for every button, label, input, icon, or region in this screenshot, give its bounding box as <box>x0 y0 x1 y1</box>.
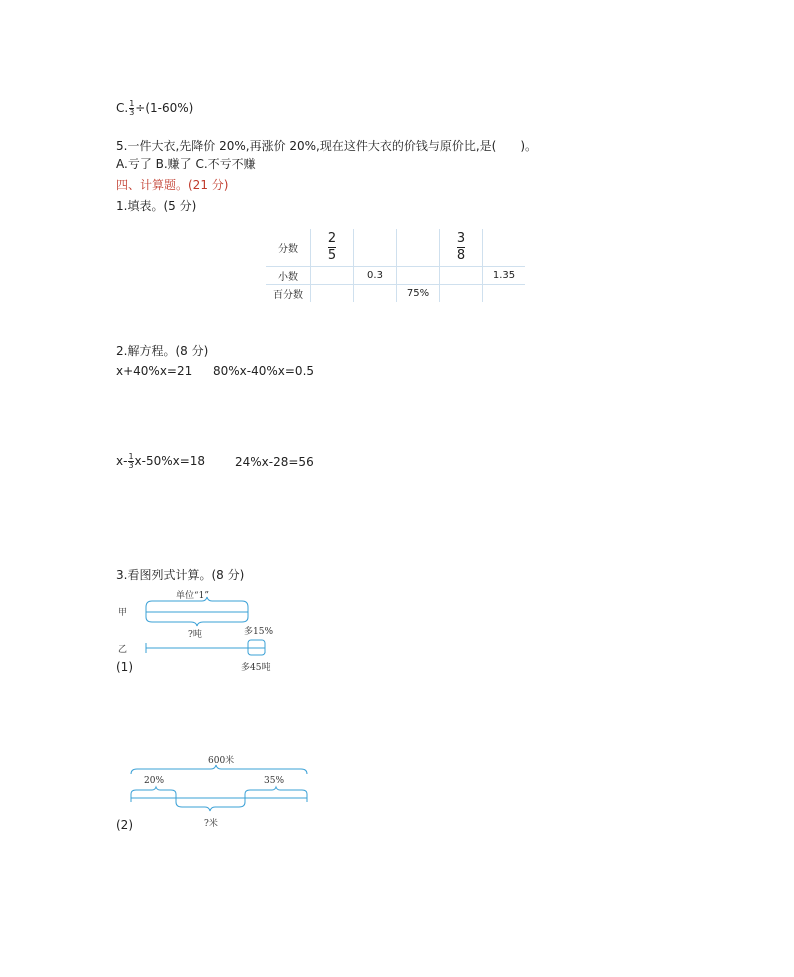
diagram-1-more-tons: 多45吨 <box>241 663 271 673</box>
segment-line <box>131 794 307 802</box>
question-5-options: A.亏了 B.赚了 C.不亏不赚 <box>116 157 256 171</box>
diagram-2-right-percent: 35% <box>264 776 285 786</box>
brace-right <box>245 787 307 794</box>
diagram-1 <box>116 585 286 675</box>
equation-2: 80%x-40%x=0.5 <box>213 364 315 378</box>
segment-a <box>146 607 248 617</box>
diagram-1-more-percent: 多15% <box>244 627 274 637</box>
q1-title: 1.填表。(5 分) <box>116 199 197 213</box>
option-c-line <box>116 100 193 117</box>
diagram-1-row-a: 甲 <box>118 608 128 618</box>
part-1-label: (1) <box>116 660 133 674</box>
row-label-percent: 百分数 <box>266 285 311 303</box>
q3-title: 3.看图列式计算。(8 分) <box>116 568 245 582</box>
fraction-cell <box>354 229 397 267</box>
diagram-2-left-percent: 20% <box>144 776 165 786</box>
segment-b <box>146 643 265 653</box>
percent-cell: 75% <box>397 285 440 303</box>
decimal-cell: 1.35 <box>483 267 526 285</box>
percent-cell <box>354 285 397 303</box>
percent-cell <box>440 285 483 303</box>
brace-middle <box>176 802 245 811</box>
fraction-cell: $\frac{2}{5}$ <box>311 229 354 267</box>
diagram-1-unit-label: 单位“1” <box>176 591 209 601</box>
equation-3-fraction: $\frac{1}{3}$ <box>128 452 134 470</box>
option-c-expression: ÷(1-60%) <box>135 101 194 115</box>
fraction-cell <box>483 229 526 267</box>
row-label-decimal: 小数 <box>266 267 311 285</box>
brace-left <box>131 787 176 794</box>
equation-1: x+40%x=21 <box>116 364 193 378</box>
brace-total <box>131 765 307 774</box>
diagram-2 <box>116 750 316 830</box>
row-label-fraction: 分数 <box>266 229 311 267</box>
fraction-row <box>266 229 525 267</box>
q2-title: 2.解方程。(8 分) <box>116 344 209 358</box>
fraction-cell <box>397 229 440 267</box>
fraction-cell: $\frac{3}{8}$ <box>440 229 483 267</box>
equation-4: 24%x-28=56 <box>235 455 314 469</box>
diagram-2-total: 600米 <box>208 756 235 766</box>
equation-3: x- $\frac{1}{3}$ x-50%x=18 <box>116 452 206 470</box>
decimal-cell <box>311 267 354 285</box>
part-2-label: (2) <box>116 818 133 832</box>
decimal-cell: 0.3 <box>354 267 397 285</box>
fill-table <box>266 229 525 302</box>
percent-row <box>266 285 525 303</box>
percent-cell <box>483 285 526 303</box>
diagram-1-unknown: ?吨 <box>188 630 202 640</box>
question-5-text: 5.一件大衣,先降价 20%,再涨价 20%,现在这件大衣的价钱与原价比,是( )。 <box>116 139 538 153</box>
option-c-fraction: $\frac{1}{3}$ <box>129 99 135 117</box>
percent-cell <box>311 285 354 303</box>
decimal-cell <box>440 267 483 285</box>
diagram-2-unknown: ?米 <box>204 819 218 829</box>
decimal-row <box>266 267 525 285</box>
diagram-1-row-b: 乙 <box>118 645 128 655</box>
option-c-prefix: C. <box>116 101 129 115</box>
brace-bottom <box>146 617 248 626</box>
section-title: 四、计算题。(21 分) <box>116 178 229 192</box>
decimal-cell <box>397 267 440 285</box>
